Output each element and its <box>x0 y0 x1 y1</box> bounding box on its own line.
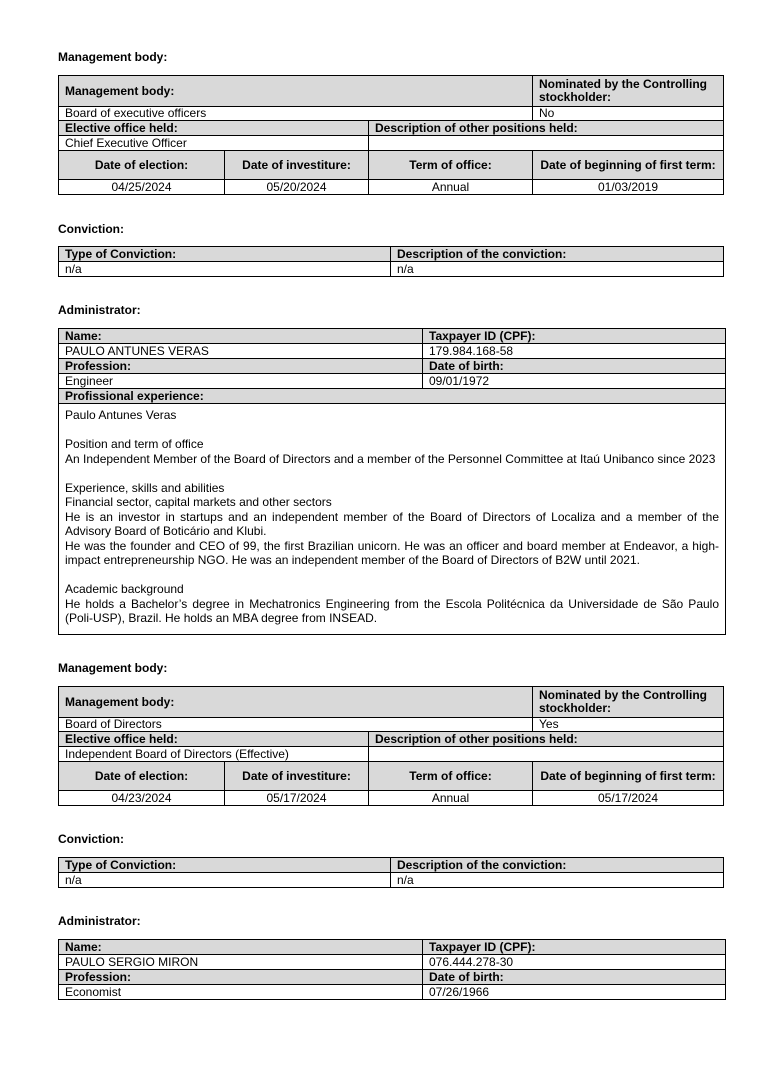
other-positions-value <box>369 136 724 151</box>
experience-line-1: Financial sector, capital markets and other sectors <box>65 495 332 509</box>
management-body-label: Management body: <box>59 76 533 107</box>
date-election-value: 04/23/2024 <box>59 791 225 806</box>
profession-value: Engineer <box>59 374 423 389</box>
nominated-value: Yes <box>533 718 724 732</box>
date-first-term-label: Date of beginning of first term: <box>533 762 724 791</box>
administrator-heading: Administrator: <box>58 303 141 317</box>
other-positions-label: Description of other positions held: <box>369 732 724 747</box>
date-first-term-value: 01/03/2019 <box>533 180 724 195</box>
conviction-type-label: Type of Conviction: <box>59 858 391 873</box>
name-label: Name: <box>59 329 423 344</box>
name-value: PAULO SERGIO MIRON <box>59 955 423 970</box>
conviction-description-value: n/a <box>391 873 724 888</box>
experience-text <box>59 404 726 635</box>
date-first-term-value: 05/17/2024 <box>533 791 724 806</box>
conviction-description-value: n/a <box>391 262 724 277</box>
conviction-table <box>58 246 724 277</box>
nominated-label: Nominated by the Controlling stockholder: <box>533 687 724 718</box>
management-body-heading: Management body: <box>58 50 168 64</box>
management-body-label: Management body: <box>59 687 533 718</box>
conviction-description-label: Description of the conviction: <box>391 858 724 873</box>
elective-office-label: Elective office held: <box>59 732 369 747</box>
management-body-value: Board of Directors <box>59 718 533 732</box>
position-text: An Independent Member of the Board of Directors and a member of the Personnel Committee at Itaú Unibanco since 2023 <box>65 451 716 466</box>
administrator-table <box>58 939 726 1000</box>
date-first-term-label: Date of beginning of first term: <box>533 151 724 180</box>
term-office-value: Annual <box>369 791 533 806</box>
date-investiture-value: 05/17/2024 <box>225 791 369 806</box>
experience-name-line: Paulo Antunes Veras <box>65 408 177 422</box>
cpf-label: Taxpayer ID (CPF): <box>423 940 726 955</box>
profession-label: Profession: <box>59 970 423 985</box>
experience-label: Profissional experience: <box>59 389 726 404</box>
elective-office-value: Chief Executive Officer <box>59 136 369 151</box>
academic-title: Academic background <box>65 582 184 596</box>
profession-label: Profession: <box>59 359 423 374</box>
other-positions-label: Description of other positions held: <box>369 121 724 136</box>
other-positions-value <box>369 747 724 762</box>
administrator-table <box>58 328 726 635</box>
date-investiture-label: Date of investiture: <box>225 151 369 180</box>
birth-value: 09/01/1972 <box>423 374 726 389</box>
cpf-label: Taxpayer ID (CPF): <box>423 329 726 344</box>
conviction-type-label: Type of Conviction: <box>59 247 391 262</box>
date-investiture-label: Date of investiture: <box>225 762 369 791</box>
management-body-value: Board of executive officers <box>59 107 533 121</box>
name-label: Name: <box>59 940 423 955</box>
birth-label: Date of birth: <box>423 359 726 374</box>
profession-value: Economist <box>59 985 423 1000</box>
management-body-heading: Management body: <box>58 661 168 675</box>
nominated-value: No <box>533 107 724 121</box>
conviction-heading: Conviction: <box>58 222 124 236</box>
conviction-type-value: n/a <box>59 873 391 888</box>
elective-office-label: Elective office held: <box>59 121 369 136</box>
elective-office-value: Independent Board of Directors (Effective) <box>59 747 369 762</box>
position-title: Position and term of office <box>65 437 204 451</box>
name-value: PAULO ANTUNES VERAS <box>59 344 423 359</box>
experience-line-2: He is an investor in startups and an independent member of the Board of Directors of Localiza and a member of the Advisory Board of Boticário and Klubi. <box>65 509 719 538</box>
management-body-table <box>58 686 724 806</box>
date-election-value: 04/25/2024 <box>59 180 225 195</box>
conviction-table <box>58 857 724 888</box>
birth-label: Date of birth: <box>423 970 726 985</box>
term-office-label: Term of office: <box>369 151 533 180</box>
experience-line-3: He was the founder and CEO of 99, the first Brazilian unicorn. He was an officer and board member at Endeavor, a high-impact entrepreneurship NGO. He was an independent member of the Board of Directors of B2W until 2021. <box>65 538 719 567</box>
experience-title: Experience, skills and abilities <box>65 480 225 495</box>
date-investiture-value: 05/20/2024 <box>225 180 369 195</box>
birth-value: 07/26/1966 <box>423 985 726 1000</box>
conviction-type-value: n/a <box>59 262 391 277</box>
date-election-label: Date of election: <box>59 151 225 180</box>
date-election-label: Date of election: <box>59 762 225 791</box>
nominated-label: Nominated by the Controlling stockholder: <box>533 76 724 107</box>
conviction-description-label: Description of the conviction: <box>391 247 724 262</box>
term-office-value: Annual <box>369 180 533 195</box>
management-body-table <box>58 75 724 195</box>
cpf-value: 179.984.168-58 <box>423 344 726 359</box>
administrator-heading: Administrator: <box>58 914 141 928</box>
academic-text: He holds a Bachelor’s degree in Mechatronics Engineering from the Escola Politécnica da Universidade de São Paulo (Poli-USP), Brazil. He holds an MBA degree from INSEAD. <box>65 596 719 625</box>
term-office-label: Term of office: <box>369 762 533 791</box>
conviction-heading: Conviction: <box>58 832 124 846</box>
cpf-value: 076.444.278-30 <box>423 955 726 970</box>
